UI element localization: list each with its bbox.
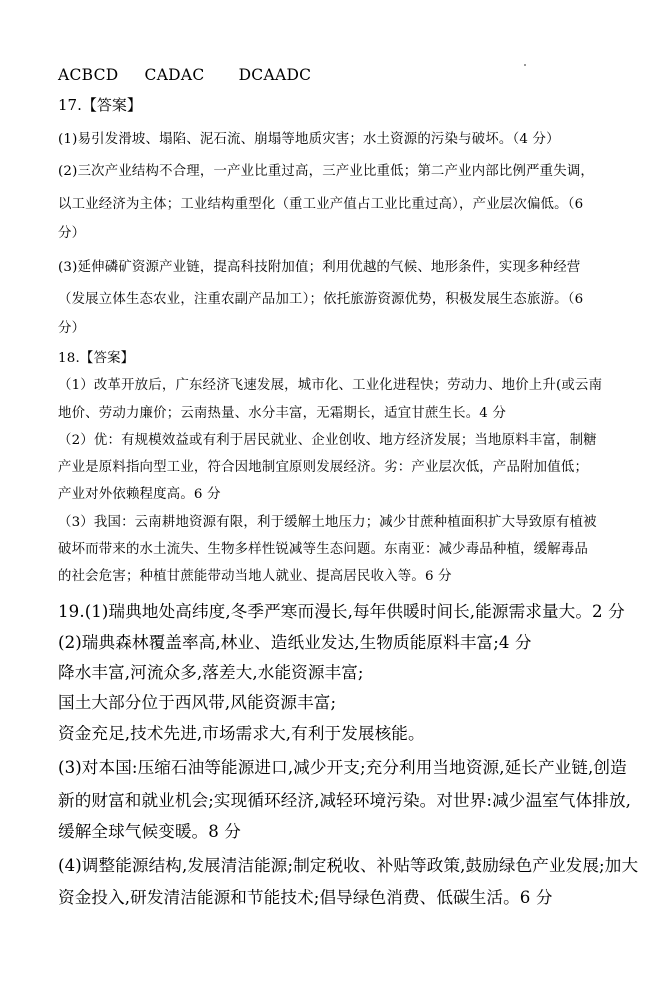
q18-line-6: （3）我国：云南耕地资源有限，利于缓解土地压力；减少甘蔗种植面积扩大导致原有植被 xyxy=(58,515,597,530)
q18-line-3: （2）优：有规模效益或有利于居民就业、企业创收、地方经济发展；当地原料丰富，制糖 xyxy=(58,433,597,448)
q19-line-3: 降水丰富,河流众多,落差大,水能资源丰富; xyxy=(58,663,364,682)
q19-line-7: 新的财富和就业机会;实现循环经济,减轻环境污染。对世界:减少温室气体排放, xyxy=(58,791,632,810)
q19-line-2: (2)瑞典森林覆盖率高,林业、造纸业发达,生物质能原料丰富;4 分 xyxy=(58,633,532,652)
mc-answer-group-3: DCAADC xyxy=(238,66,312,84)
q17-line-4: 分） xyxy=(58,226,86,241)
mc-answer-group-1: ACBCD xyxy=(58,66,119,84)
q18-line-5: 产业对外依赖程度高。6 分 xyxy=(58,487,221,502)
q17-line-7: 分） xyxy=(58,321,86,336)
q19-line-6: (3)对本国:压缩石油等能源进口,减少开支;充分利用当地资源,延长产业链,创造 xyxy=(58,758,627,777)
q19-line-1: 19.(1)瑞典地处高纬度,冬季严寒而漫长,每年供暖时间长,能源需求量大。2 分 xyxy=(58,602,625,621)
q18-line-8: 的社会危害；种植甘蔗能带动当地人就业、提高居民收入等。6 分 xyxy=(58,569,452,584)
mc-answers xyxy=(58,66,311,84)
q18-heading: 18.【答案】 xyxy=(58,351,135,366)
q18-line-1: （1）改革开放后，广东经济飞速发展，城市化、工业化进程快；劳动力、地价上升(或云南 xyxy=(58,378,603,393)
q18-line-2: 地价、劳动力廉价；云南热量、水分丰富，无霜期长，适宜甘蔗生长。4 分 xyxy=(58,406,507,421)
q18-line-4: 产业是原料指向型工业，符合因地制宜原则发展经济。劣：产业层次低，产品附加值低； xyxy=(58,460,589,475)
q17-line-2: (2)三次产业结构不合理，一产业比重过高，三产业比重低；第二产业内部比例严重失调， xyxy=(58,164,595,179)
q19-line-10: 资金投入,研发清洁能源和节能技术;倡导绿色消费、低碳生活。6 分 xyxy=(58,888,553,907)
scan-speck xyxy=(524,64,526,66)
q17-heading: 17.【答案】 xyxy=(58,96,142,114)
q17-line-1: (1)易引发滑坡、塌陷、泥石流、崩塌等地质灾害；水土资源的污染与破坏。（4 分） xyxy=(58,132,560,147)
q19-line-4: 国土大部分位于西风带,风能资源丰富; xyxy=(58,693,337,712)
q19-line-9: (4)调整能源结构,发展清洁能源;制定税收、补贴等政策,鼓励绿色产业发展;加大 xyxy=(58,856,639,875)
q19-line-8: 缓解全球气候变暖。8 分 xyxy=(58,822,241,841)
mc-answer-group-2: CADAC xyxy=(144,66,205,84)
q19-line-5: 资金充足,技术先进,市场需求大,有利于发展核能。 xyxy=(58,724,425,743)
q17-line-3: 以工业经济为主体；工业结构重型化（重工业产值占工业比重过高），产业层次偏低。（6 xyxy=(58,197,584,212)
q18-line-7: 破坏而带来的水土流失、生物多样性锐减等生态问题。东南亚：减少毒品种植，缓解毒品 xyxy=(58,542,589,557)
q17-line-5: (3)延伸磷矿资源产业链，提高科技附加值；利用优越的气候、地形条件，实现多种经营 xyxy=(58,260,581,275)
q17-line-6: （发展立体生态农业，注重农副产品加工）；依托旅游资源优势，积极发展生态旅游。（6 xyxy=(58,292,584,307)
